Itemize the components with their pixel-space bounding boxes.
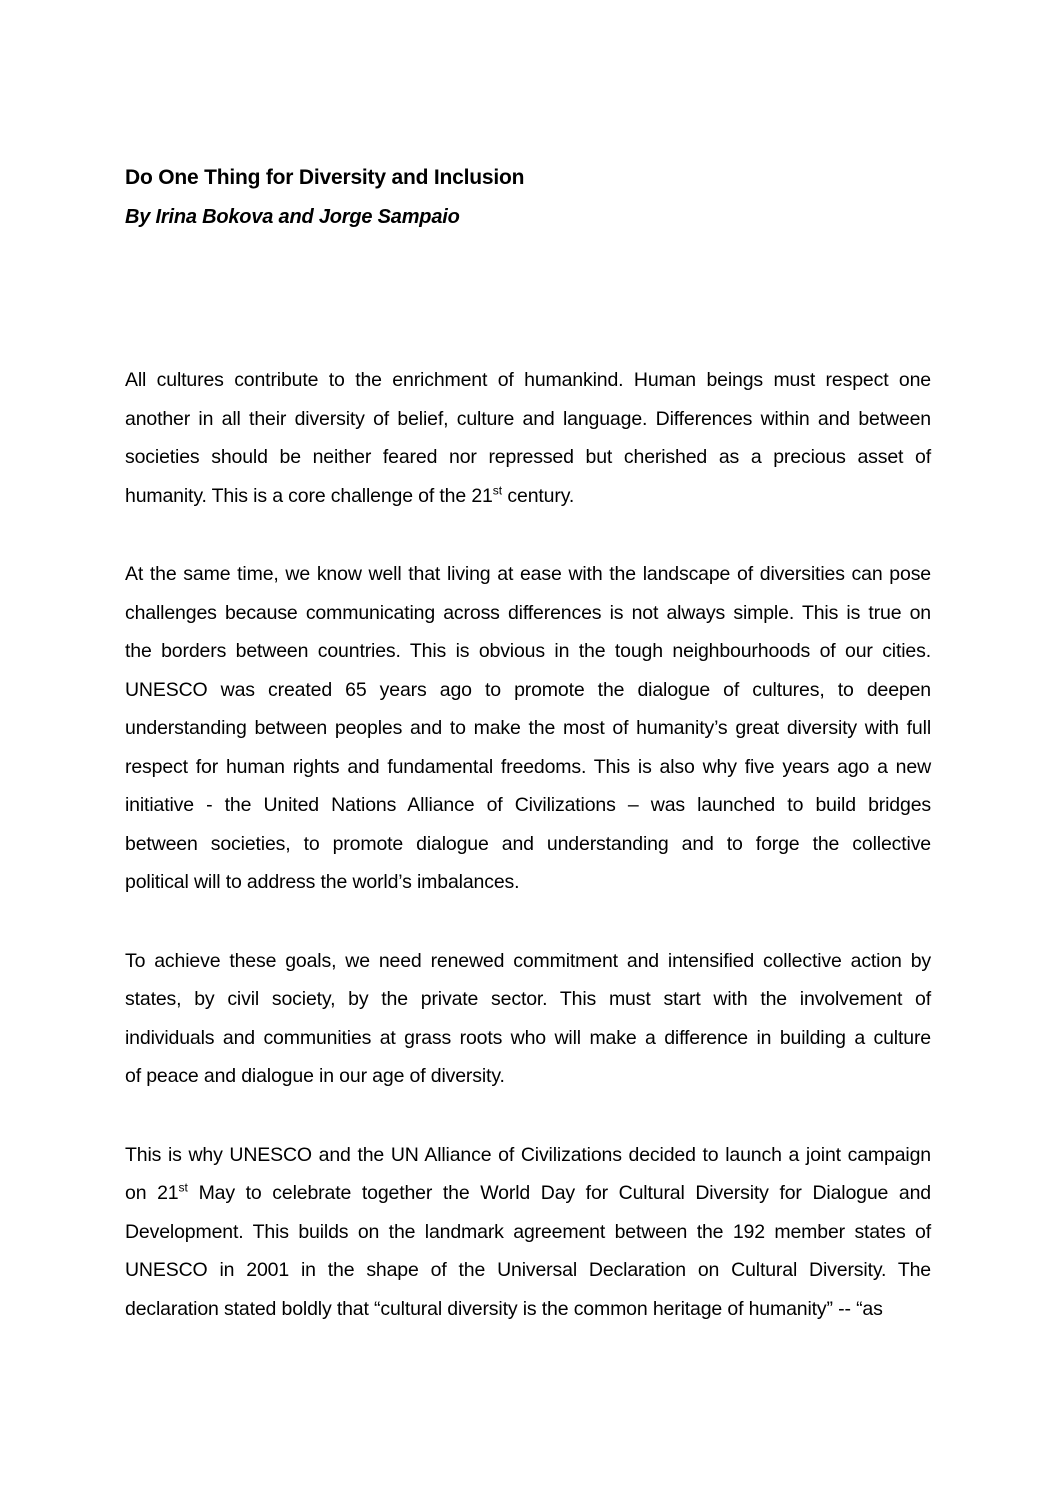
text-line: humanity. This is a core challenge of the 21st century. <box>125 483 575 507</box>
byline: By Irina Bokova and Jorge Sampaio <box>125 205 460 228</box>
document-content <box>125 159 931 1368</box>
text-line: societies should be neither feared nor repressed but cherished as a precious asset of <box>125 446 931 468</box>
page-title: Do One Thing for Diversity and Inclusion <box>125 166 525 189</box>
text-line: individuals and communities at grass roots who will make a difference in building a culture <box>125 1026 931 1049</box>
text-line: understanding between peoples and to make the most of humanity’s great diversity with full <box>125 717 931 739</box>
text-line: All cultures contribute to the enrichment of humankind. Human beings must respect one <box>125 369 931 391</box>
text-line: UNESCO in 2001 in the shape of the Universal Declaration on Cultural Diversity. The <box>125 1259 931 1281</box>
text-line: between societies, to promote dialogue and understanding and to forge the collective <box>125 832 931 855</box>
superscript: st <box>178 1180 188 1195</box>
text-line: UNESCO was created 65 years ago to promote the dialogue of cultures, to deepen <box>125 678 931 701</box>
text-line: To achieve these goals, we need renewed commitment and intensified collective action by <box>125 949 931 972</box>
paragraph <box>125 555 931 902</box>
paragraph <box>125 942 931 1096</box>
superscript: st <box>492 483 503 497</box>
text-line: states, by civil society, by the private sector. This must start with the involvement of <box>125 988 931 1010</box>
text-line: At the same time, we know well that living at ease with the landscape of diversities can pose <box>125 563 931 585</box>
paragraph <box>125 1136 931 1329</box>
paragraph <box>125 361 931 515</box>
paragraphs <box>125 361 931 1328</box>
text-line: respect for human rights and fundamental freedoms. This is also why five years ago a new <box>125 755 931 778</box>
text-line: This is why UNESCO and the UN Alliance of Civilizations decided to launch a joint campaign <box>125 1143 931 1166</box>
text-line: Development. This builds on the landmark agreement between the 192 member states of <box>125 1220 931 1243</box>
text-line: of peace and dialogue in our age of diversity. <box>125 1065 505 1087</box>
text-line: challenges because communicating across differences is not always simple. This is true on <box>125 601 931 624</box>
text-line: another in all their diversity of belief, culture and language. Differences within and between <box>125 407 931 430</box>
text-line: on 21st May to celebrate together the World Day for Cultural Diversity for Dialogue and <box>125 1180 931 1204</box>
text-line: initiative - the United Nations Alliance of Civilizations – was launched to build bridges <box>125 794 931 816</box>
text-line: political will to address the world’s imbalances. <box>125 871 520 893</box>
text-line: the borders between countries. This is obvious in the tough neighbourhoods of our cities. <box>125 640 931 662</box>
text-line: declaration stated boldly that “cultural diversity is the common heritage of humanity” -- “as <box>125 1297 883 1320</box>
